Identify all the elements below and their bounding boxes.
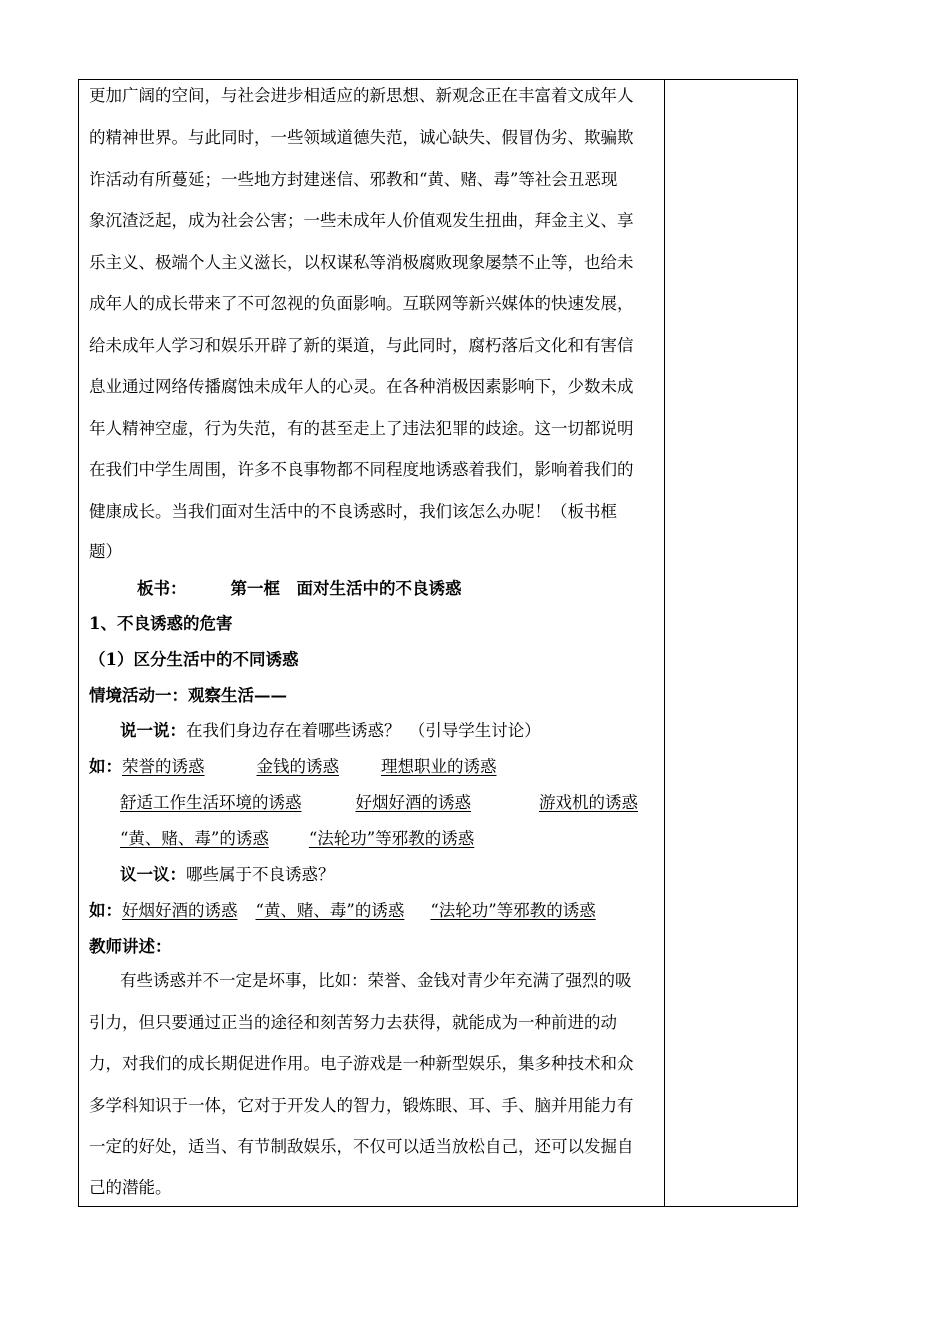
paragraph-line: 诈活动有所蔓延；一些地方封建迷信、邪教和“黄、赌、毒”等社会丑恶现 bbox=[89, 170, 618, 189]
paragraph-line: 给未成年人学习和娱乐开辟了新的渠道，与此同时，腐朽落后文化和有害信 bbox=[89, 336, 634, 355]
example-item: 舒适工作生活环境的诱惑 好烟好酒的诱惑 游戏机的诱惑 bbox=[120, 793, 638, 812]
examples-row-3 bbox=[120, 825, 474, 849]
examples-row-1 bbox=[89, 753, 503, 777]
paragraph-line: 健康成长。当我们面对生活中的不良诱惑时，我们该怎么办呢！（板书框 bbox=[89, 502, 617, 521]
examples-prefix: 如： bbox=[89, 757, 122, 776]
paragraph-line: 题） bbox=[89, 542, 122, 561]
paragraph-line: 年人精神空虚，行为失范，有的甚至走上了违法犯罪的歧途。这一切都说明 bbox=[89, 419, 634, 438]
teacher-label: 教师讲述： bbox=[89, 937, 172, 956]
narration-line: 引力，但只要通过正当的途径和刻苦努力去获得，就能成为一种前进的动 bbox=[89, 1013, 617, 1032]
paragraph-line: 象沉渣泛起，成为社会公害；一些未成年人价值观发生扭曲，拜金主义、享 bbox=[89, 211, 634, 230]
paragraph-line: 更加广阔的空间，与社会进步相适应的新思想、新观念正在丰富着文成年人 bbox=[89, 86, 634, 105]
column-divider bbox=[664, 80, 665, 1206]
narration-line: 力，对我们的成长期促进作用。电子游戏是一种新型娱乐，集多种技术和众 bbox=[89, 1054, 634, 1073]
say-label: 说一说： bbox=[120, 721, 186, 740]
discuss-label: 议一议： bbox=[120, 865, 186, 884]
board-title-line bbox=[137, 575, 462, 599]
narration-line: 多学科知识于一体，它对于开发人的智力，锻炼眼、耳、手、脑并用能力有 bbox=[89, 1096, 634, 1115]
heading-1: 1、不良诱惑的危害 bbox=[89, 614, 233, 633]
discuss-line bbox=[120, 861, 335, 885]
heading-2: （1）区分生活中的不同诱惑 bbox=[89, 650, 299, 669]
say-text: 在我们身边存在着哪些诱惑？ （引导学生讨论） bbox=[186, 721, 541, 740]
example-item: 荣誉的诱惑 金钱的诱惑 理想职业的诱惑 bbox=[122, 757, 497, 776]
lesson-table bbox=[78, 79, 798, 1207]
example-item: “黄、赌、毒”的诱惑 “法轮功”等邪教的诱惑 bbox=[120, 829, 475, 848]
example-item: 好烟好酒的诱惑 bbox=[122, 901, 238, 920]
board-label: 板书： bbox=[137, 579, 187, 598]
paragraph-line: 息业通过网络传播腐蚀未成年人的心灵。在各种消极因素影响下，少数未成 bbox=[89, 377, 634, 396]
say-line bbox=[120, 717, 541, 741]
example-item: “法轮功”等邪教的诱惑 bbox=[430, 901, 596, 920]
paragraph-line: 在我们中学生周围，许多不良事物都不同程度地诱惑着我们，影响着我们的 bbox=[89, 460, 634, 479]
examples2-prefix: 如： bbox=[89, 901, 122, 920]
paragraph-line: 乐主义、极端个人主义滋长，以权谋私等消极腐败现象屡禁不止等，也给未 bbox=[89, 253, 634, 272]
paragraph-line: 成年人的成长带来了不可忽视的负面影响。互联网等新兴媒体的快速发展， bbox=[89, 294, 634, 313]
narration-line: 己的潜能。 bbox=[89, 1178, 172, 1197]
paragraph-line: 的精神世界。与此同时，一些领域道德失范，诚心缺失、假冒伪劣、欺骗欺 bbox=[89, 128, 634, 147]
board-title: 第一框 面对生活中的不良诱惑 bbox=[230, 579, 462, 598]
example-item: “黄、赌、毒”的诱惑 bbox=[255, 901, 405, 920]
narration-line: 一定的好处，适当、有节制敌娱乐，不仅可以适当放松自己，还可以发掘自 bbox=[89, 1137, 634, 1156]
discuss-text: 哪些属于不良诱惑？ bbox=[186, 865, 335, 884]
activity-heading: 情境活动一：观察生活—— bbox=[89, 686, 287, 705]
narration-line: 有些诱惑并不一定是坏事，比如：荣誉、金钱对青少年充满了强烈的吸 bbox=[120, 971, 632, 990]
examples-row-2 bbox=[120, 789, 638, 813]
examples2-row bbox=[89, 897, 596, 921]
